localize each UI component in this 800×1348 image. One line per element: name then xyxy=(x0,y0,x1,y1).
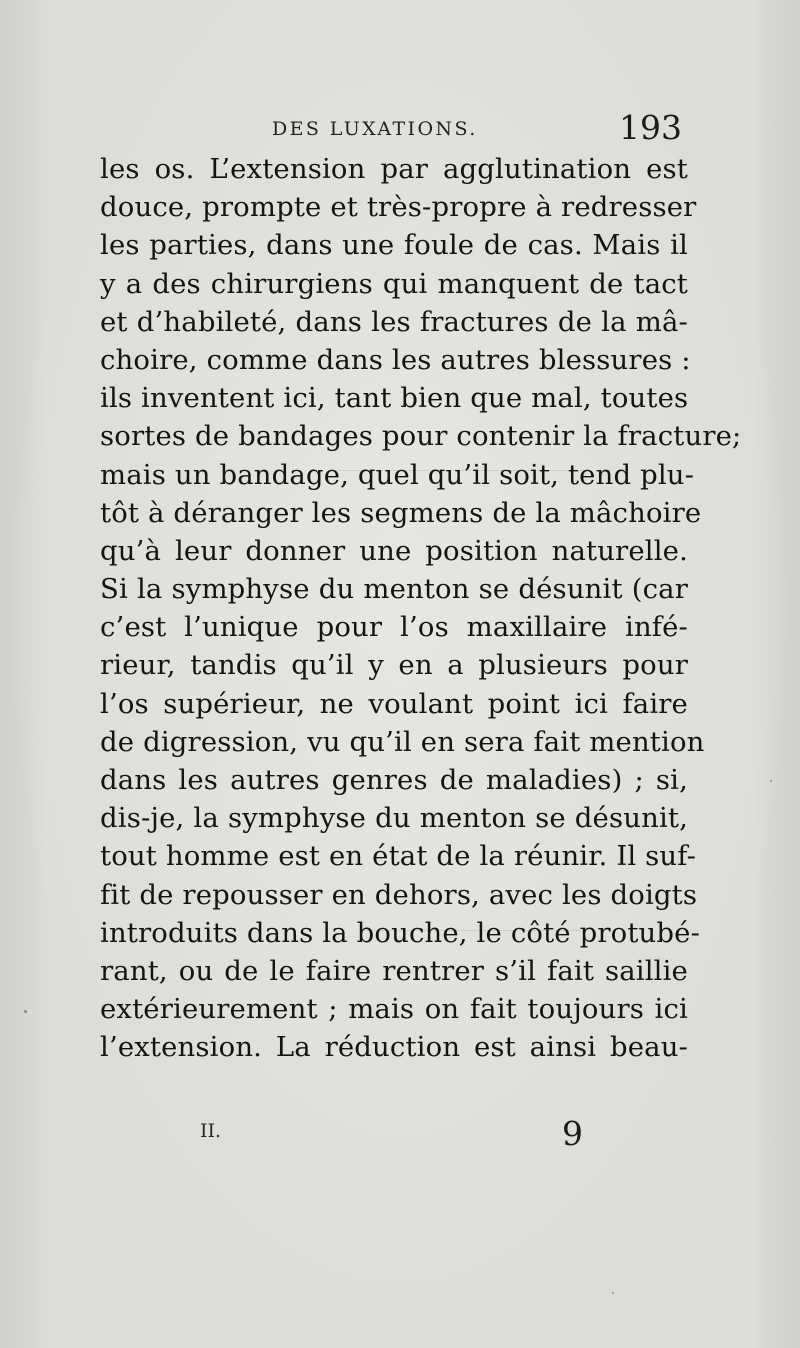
page-footer xyxy=(100,1110,680,1160)
text-line: introduits dans la bouche, le côté protubé- xyxy=(100,916,701,949)
text-line: y a des chirurgiens qui manquent de tact xyxy=(100,267,688,300)
text-line: fit de repousser en dehors, avec les doigts xyxy=(100,878,698,911)
text-line: les os. L’extension par agglutination est xyxy=(100,153,688,185)
text-line: rieur, tandis qu’il y en a plusieurs pour xyxy=(100,649,688,682)
running-head-title: DES LUXATIONS. xyxy=(272,118,478,140)
text-line: mais un bandage, quel qu’il soit, tend plu- xyxy=(100,458,695,491)
text-line: sortes de bandages pour contenir la fracture; xyxy=(100,420,742,453)
text-line: extérieurement ; mais on fait toujours ici xyxy=(100,993,688,1026)
text-line: rant, ou de le faire rentrer s’il fait saillie xyxy=(100,954,688,987)
text-line: ils inventent ici, tant bien que mal, toutes xyxy=(100,382,689,415)
paper-speck xyxy=(24,1010,27,1013)
text-line: c’est l’unique pour l’os maxillaire infé- xyxy=(100,611,688,644)
text-line: qu’à leur donner une position naturelle. xyxy=(100,534,688,567)
page-number: 193 xyxy=(619,108,682,147)
text-line: de digression, vu qu’il en sera fait mention xyxy=(100,725,705,758)
text-line: dans les autres genres de maladies) ; si, xyxy=(100,764,688,796)
paper-speck xyxy=(770,780,772,782)
text-line: Si la symphyse du menton se désunit (car xyxy=(100,573,688,606)
text-line: dis-je, la symphyse du menton se désunit, xyxy=(100,802,688,835)
body-text xyxy=(100,150,742,1067)
text-line: l’extension. La réduction est ainsi beau- xyxy=(100,1031,688,1064)
signature-mark: II. xyxy=(200,1120,222,1142)
text-line: les parties, dans une foule de cas. Mais il xyxy=(100,229,688,262)
text-line: tout homme est en état de la réunir. Il suf- xyxy=(100,840,697,873)
gathering-number: 9 xyxy=(562,1114,583,1153)
text-line: douce, prompte et très-propre à redresser xyxy=(100,191,697,224)
text-line: choire, comme dans les autres blessures : xyxy=(100,343,691,376)
text-line: l’os supérieur, ne voulant point ici faire xyxy=(100,687,688,720)
running-head xyxy=(100,108,682,148)
paper-speck xyxy=(612,1292,614,1294)
text-line: et d’habileté, dans les fractures de la mâ- xyxy=(100,305,688,338)
text-line: tôt à déranger les segmens de la mâchoire xyxy=(100,496,702,529)
